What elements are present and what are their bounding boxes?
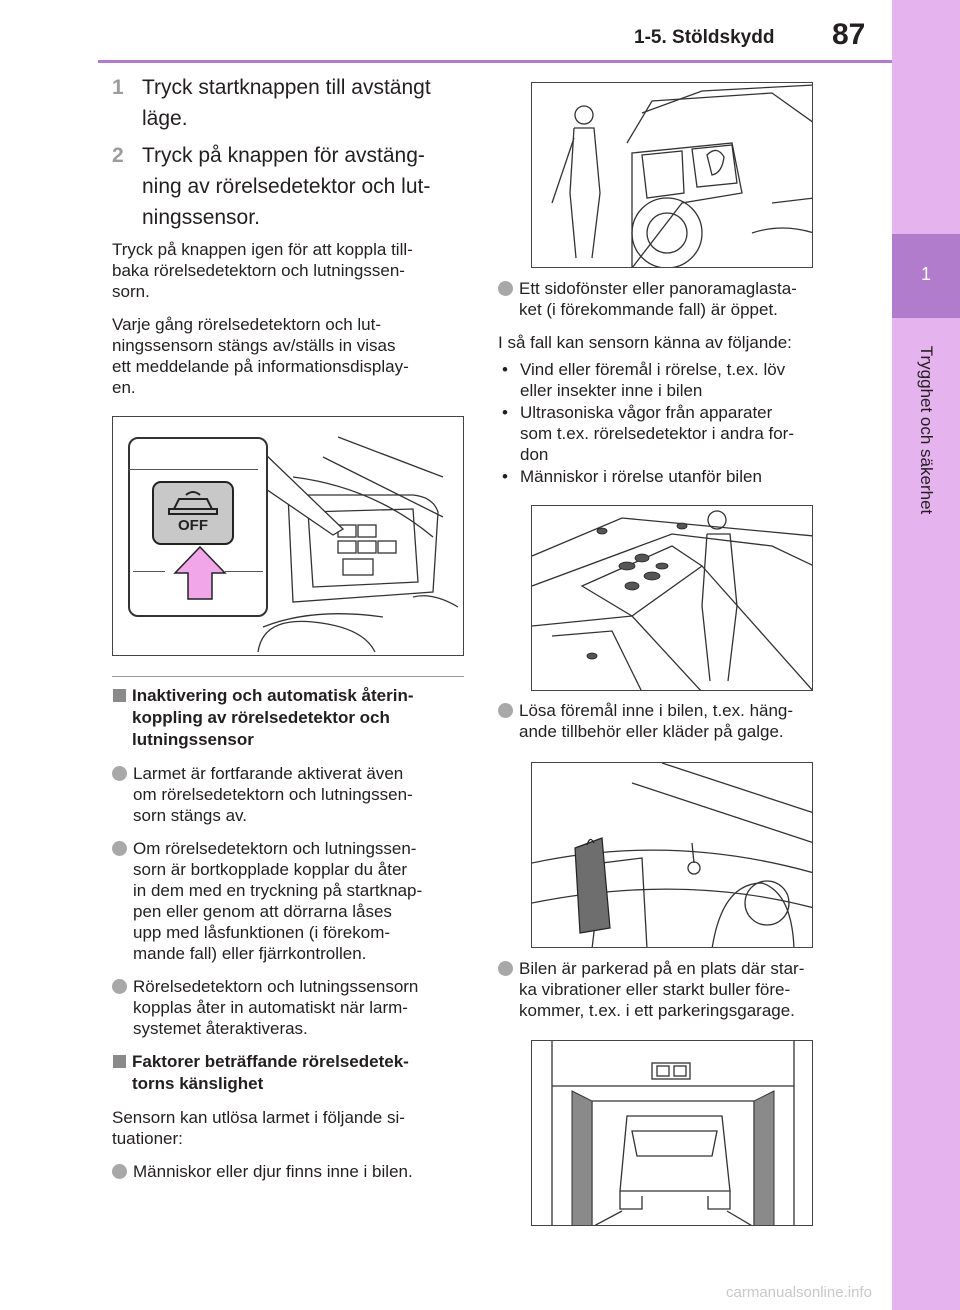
bullet-vibration: Bilen är parkerad på en plats där star- ka vibrationer eller starkt buller före- kommer, t.ex. i ett parkeringsgarage.: [498, 958, 858, 1021]
footer-watermark: carmanualsonline.info: [726, 1284, 872, 1301]
right-text-3: [498, 958, 858, 1033]
paragraph-message: Varje gång rörelsedetektorn och lut- ningssensorn stängs av/ställs in visas ett meddelande på informationsdisplay- en.: [112, 315, 409, 397]
car-sensor-icon: [154, 487, 232, 517]
paragraph-situations: Sensorn kan utlösa larmet i följande si- tuationer:: [112, 1108, 405, 1148]
heading-sensitivity: Faktorer beträffande rörelsedetek- torns känslighet: [112, 1051, 470, 1095]
section-title: 1-5. Stöldskydd: [634, 27, 775, 48]
right-text-1: [498, 278, 858, 488]
left-lower-text: [112, 685, 470, 1194]
heading-deactivation: Inaktivering och automatisk återin- koppling av rörelsedetektor och lutningssensor: [112, 685, 470, 751]
section-rule: [112, 676, 464, 677]
dash-wind: • Vind eller föremål i rörelse, t.ex. löv eller insekter inne i bilen: [502, 360, 786, 400]
figure-panorama-roof: [531, 505, 813, 691]
bullet-reconnect: Om rörelsedetektorn och lutningssen- sorn är bortkopplade kopplar du åter in dem med en tryckning på startknap- pen eller genom att dörrarna låses upp med låsfunktionen (i förekom- mande fall) eller fjärrkontrollen.: [112, 838, 470, 964]
bullet-open-window: Ett sidofönster eller panoramaglasta- ket (i förekommande fall) är öppet.: [498, 278, 858, 320]
chapter-number: 1: [920, 264, 931, 284]
paragraph-reconnect: Tryck på knappen igen för att koppla till- baka rörelsedetektorn och lutningssen- sorn.: [112, 240, 413, 301]
header-rule: [98, 60, 892, 63]
figure-hanging-clothes: [531, 762, 813, 948]
zoom-callout: [128, 437, 268, 617]
off-label: OFF: [178, 517, 208, 534]
left-top-text: [112, 72, 467, 410]
pink-arrow-icon: [170, 545, 230, 601]
figure-parking-garage: [531, 1040, 813, 1226]
side-strip: [892, 0, 960, 1310]
chapter-label: Trygghet och säkerhet: [917, 345, 936, 515]
page-number: 87: [832, 18, 866, 51]
bullet-auto-reconnect: Rörelsedetektorn och lutningssensorn kopplas åter in automatiskt när larm- systemet återaktiveras.: [112, 976, 470, 1039]
step-2: 2 Tryck på knappen för avstäng- ning av rörelsedetektor och lut- ningssensor.: [112, 144, 431, 229]
dash-people-outside: • Människor i rörelse utanför bilen: [502, 467, 762, 486]
step-1: 1 Tryck startknappen till avstängt läge.: [112, 76, 431, 130]
bullet-people-inside: Människor eller djur finns inne i bilen.: [112, 1161, 470, 1182]
figure-open-window: [531, 82, 813, 268]
dash-ultrasonic: • Ultrasoniska vågor från apparater som t.ex. rörelsedetektor i andra for- don: [502, 403, 795, 464]
paragraph-detect: I så fall kan sensorn känna av följande:: [498, 333, 792, 352]
motion-sensor-off-button[interactable]: [152, 481, 234, 545]
bullet-alarm-active: Larmet är fortfarande aktiverat även om rörelsedetektorn och lutningssen- sorn stängs av.: [112, 763, 470, 826]
bullet-loose-objects: Lösa föremål inne i bilen, t.ex. häng- ande tillbehör eller kläder på galge.: [498, 700, 858, 742]
right-text-2: [498, 700, 858, 754]
figure-overhead-console: [112, 416, 464, 656]
